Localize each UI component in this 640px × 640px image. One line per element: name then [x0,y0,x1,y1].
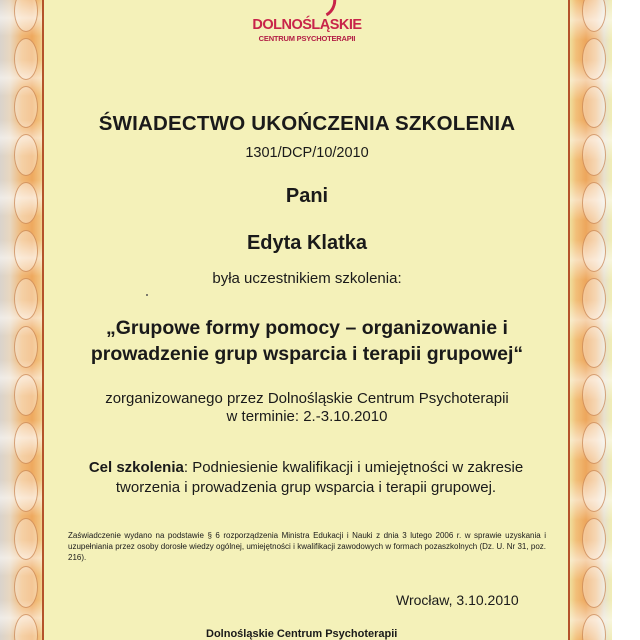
border-ornament [14,278,38,320]
border-ornament [14,470,38,512]
border-ornament [582,326,606,368]
border-ornament [14,518,38,560]
recipient-name: Edyta Klatka [246,232,368,254]
certificate-content [46,0,568,640]
course-title-line2: prowadzenie grup wsparcia i terapii grupowej“ [90,343,524,365]
border-ornament [582,422,606,464]
border-ornament [14,230,38,272]
goal-text-line2: tworzenia i prowadzenia grup wsparcia i terapii grupowej. [115,479,497,496]
place-date: Wrocław, 3.10.2010 [396,592,519,608]
course-goal [76,458,536,498]
border-ornament [14,182,38,224]
logo-name: DOLNOŚLĄSKIE [252,17,362,33]
scan-margin [612,0,640,640]
border-ornament [582,86,606,128]
border-ornament [582,518,606,560]
logo-subtitle: CENTRUM PSYCHOTERAPII [258,34,356,43]
signature-organization: Dolnośląskie Centrum Psychoterapii [206,628,398,640]
border-ornament [582,566,606,608]
goal-label: Cel szkolenia [88,459,184,476]
border-ornament [14,38,38,80]
border-ornament [582,38,606,80]
border-ornament [582,374,606,416]
organizer-info [46,390,568,426]
goal-text-line1: : Podniesienie kwalifikacji i umiejętności w zakresie [183,459,524,476]
border-ornament [14,326,38,368]
border-ornament [14,566,38,608]
border-ornament [582,470,606,512]
border-ornament [582,182,606,224]
certificate-number: 1301/DCP/10/2010 [245,145,369,161]
border-ornament [582,230,606,272]
border-ornament [14,422,38,464]
course-title-line1: „Grupowe formy pomocy – organizowanie i [106,317,508,339]
border-ornament [14,86,38,128]
organizer-dates: w terminie: 2.-3.10.2010 [226,408,388,425]
participant-text: była uczestnikiem szkolenia: [212,270,402,287]
certificate-title: ŚWIADECTWO UKOŃCZENIA SZKOLENIA [98,112,516,135]
legal-note: Zaświadczenie wydano na podstawie § 6 rozporządzenia Ministra Edukacji i Nauki z dnia 3 lutego 2006 r. w sprawie uzyskania i uzupełniania przez osoby dorosłe wiedzy ogólnej, umiejętności i kwalifikacji zawodowych w formach pozaszkolnych (Dz. U. Nr 31, poz. 216). [68,531,546,562]
organizer-line1: zorganizowanego przez Dolnośląskie Centrum Psychoterapii [105,390,509,407]
border-ornament [14,134,38,176]
salutation: Pani [285,185,329,207]
border-ornament [582,278,606,320]
border-ornament [14,374,38,416]
border-ornament [582,134,606,176]
course-title [46,315,568,367]
scan-speck [146,294,148,296]
